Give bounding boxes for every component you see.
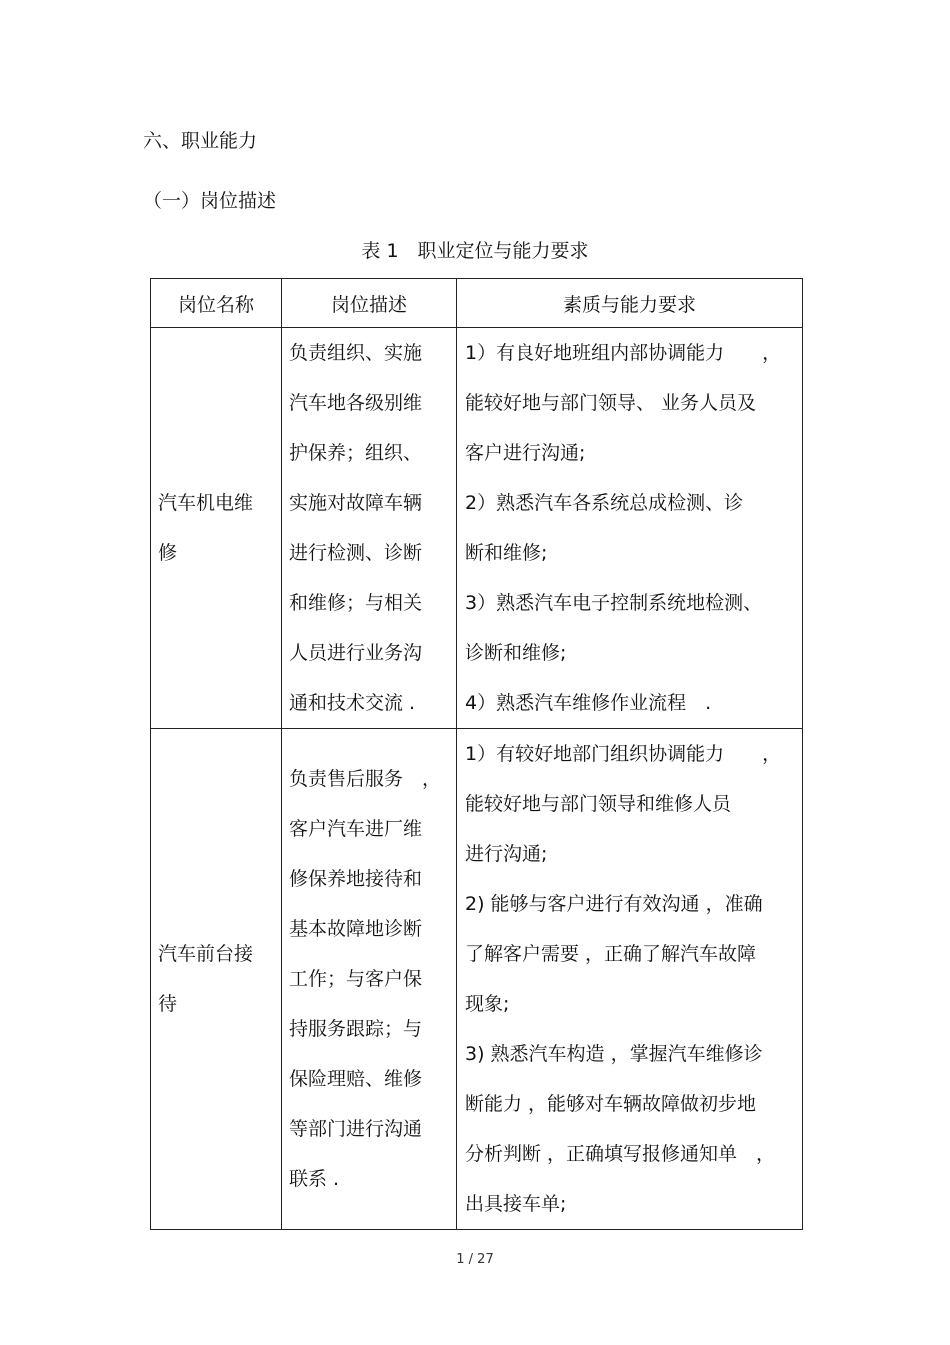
position-table — [150, 278, 803, 1230]
header-position-name: 岗位名称 — [151, 279, 282, 328]
cell-position-description: 负责售后服务 ， 客户汽车进厂维 修保养地接待和 基本故障地诊断 工作；与客户保 持服务跟踪；与 保险理赔、维修 等部门进行沟通 联系 . — [282, 729, 457, 1230]
page-number: 1 / 27 — [456, 1252, 494, 1267]
table-caption: 表 1 职业定位与能力要求 — [361, 240, 589, 262]
table-row — [151, 328, 803, 729]
cell-position-name: 汽车机电维 修 — [151, 328, 282, 729]
table-header-row — [151, 279, 803, 328]
section-heading: 六、职业能力 — [143, 130, 258, 152]
subsection-heading: （一）岗位描述 — [143, 190, 277, 212]
cell-ability-requirements: 1）有良好地班组内部协调能力 ， 能较好地与部门领导、 业务人员及 客户进行沟通; 2）熟悉汽车各系统总成检测、诊 断和维修; 3）熟悉汽车电子控制系统地检测、 诊断和维修; 4）熟悉汽车维修作业流程 . — [457, 328, 803, 729]
header-position-description: 岗位描述 — [282, 279, 457, 328]
header-ability-requirements: 素质与能力要求 — [457, 279, 803, 328]
cell-position-description: 负责组织、实施 汽车地各级别维 护保养；组织、 实施对故障车辆 进行检测、诊断 和维修；与相关 人员进行业务沟 通和技术交流 . — [282, 328, 457, 729]
cell-position-name: 汽车前台接 待 — [151, 729, 282, 1230]
table-row — [151, 729, 803, 1230]
cell-ability-requirements: 1）有较好地部门组织协调能力 ， 能较好地与部门领导和维修人员 进行沟通; 2) 能够与客户进行有效沟通 ，准确 了解客户需要 ，正确了解汽车故障 现象; 3) 熟悉汽车构造 ，掌握汽车维修诊 断能力 ，能够对车辆故障做初步地 分析判断 ，正确填写报修通知单 ， 出具接车单; — [457, 729, 803, 1230]
